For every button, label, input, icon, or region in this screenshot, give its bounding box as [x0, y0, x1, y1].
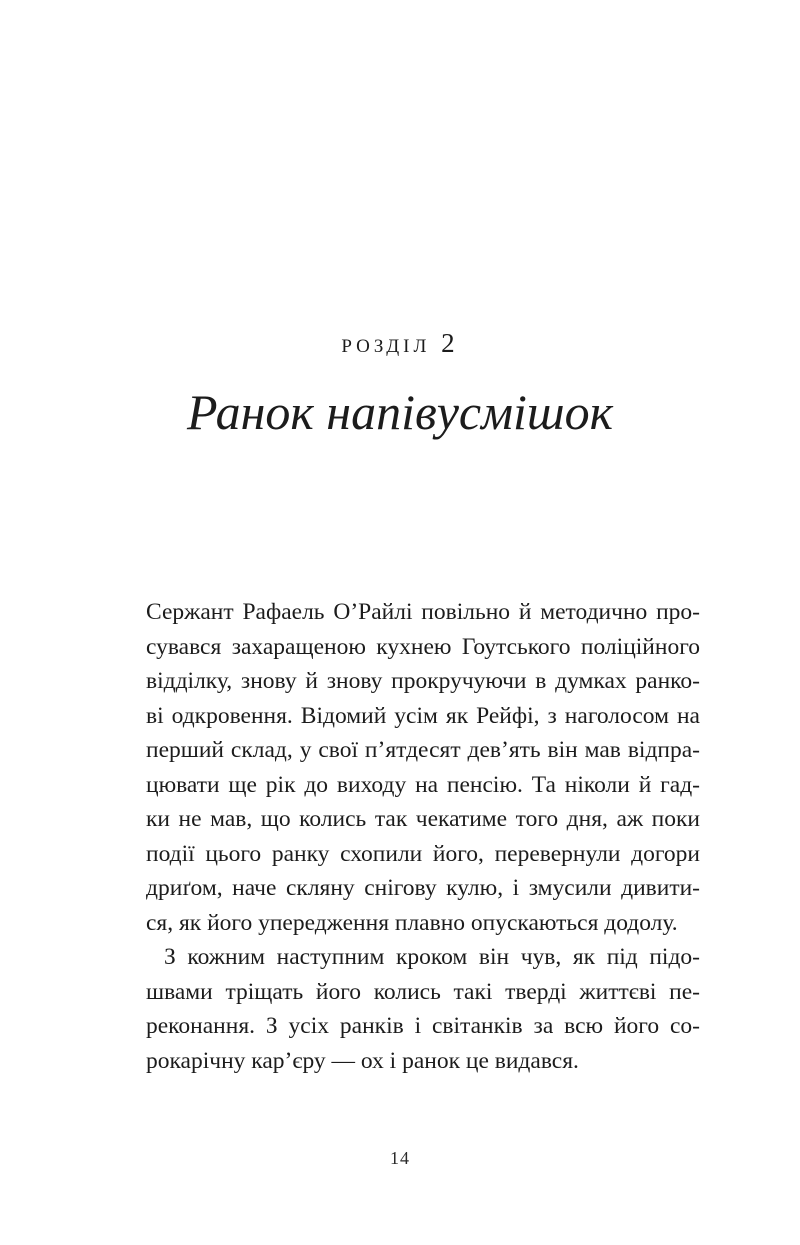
text-line: ки не мав, що колись так чекатиме того дня, аж поки: [146, 806, 700, 832]
text-line: цювати ще рік до виходу на пенсію. Та ніколи й гад-: [146, 771, 700, 798]
paragraph-1: [146, 595, 700, 940]
page-number: 14: [390, 1148, 410, 1168]
text-line: відділку, знову й знову прокручуючи в думках ранко-: [146, 668, 700, 694]
text-line: ся, як його упередження плавно опускаються додолу.: [146, 909, 678, 936]
text-line: перший склад, у свої п’ятдесят дев’ять він мав відпра-: [146, 737, 700, 763]
body-text: [146, 595, 700, 1078]
text-line: рокарічну кар’єру — ох і ранок це видався.: [146, 1047, 579, 1074]
text-line: швами тріщать його колись такі тверді життєві пе-: [146, 978, 700, 1005]
text-line: реконання. З усіх ранків і світанків за всю його со-: [146, 1013, 700, 1039]
chapter-label: розділ 2: [341, 328, 459, 358]
text-line: сувався захаращеною кухнею Гоутського поліційного: [146, 633, 700, 660]
text-line: дриґом, наче скляну снігову кулю, і змусили дивити-: [146, 875, 700, 901]
chapter-title: Ранок напівусмішок: [186, 384, 614, 440]
paragraph-2: [146, 940, 700, 1078]
text-line: Сержант Рафаель О’Райлі повільно й методично про-: [146, 599, 700, 625]
text-line: З кожним наступним кроком він чув, як під підо-: [164, 944, 700, 970]
text-line: ві одкровення. Відомий усім як Рейфі, з наголосом на: [146, 702, 700, 729]
text-line: події цього ранку схопили його, перевернули догори: [146, 840, 700, 867]
